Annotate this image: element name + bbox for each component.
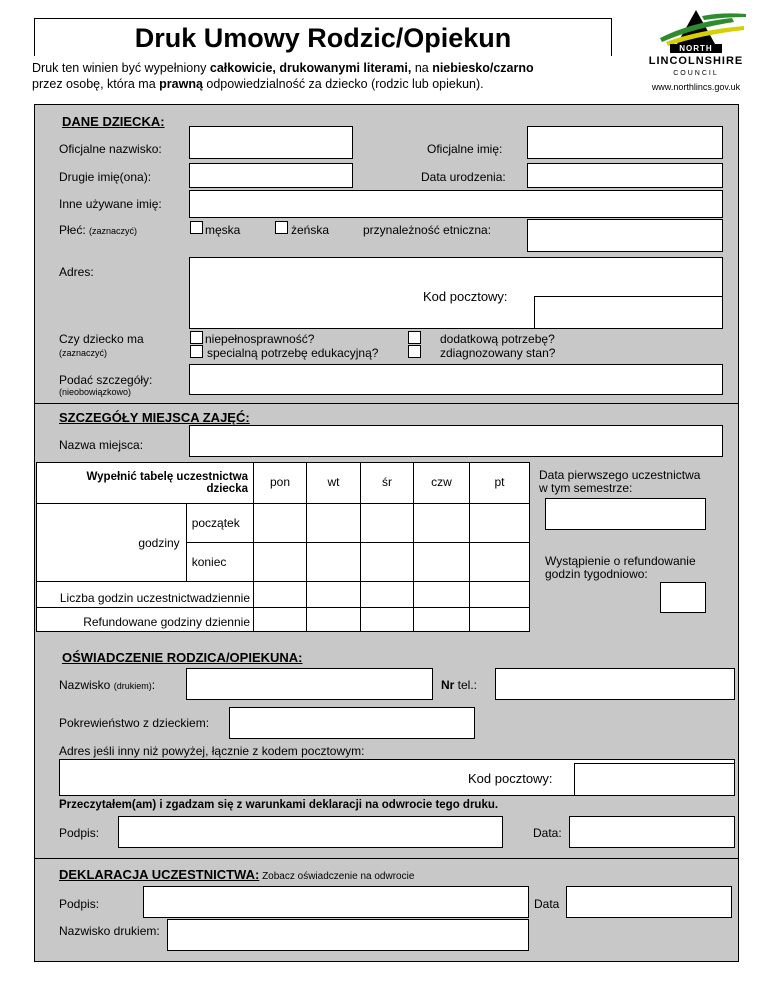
first-date-field[interactable] — [545, 498, 706, 530]
first-date-label — [539, 469, 700, 495]
page-title: Druk Umowy Rodzic/Opiekun — [134, 23, 512, 53]
relationship-field[interactable] — [229, 707, 475, 739]
day-header: wt — [307, 463, 361, 504]
intro-part: na — [411, 61, 433, 75]
has-mark-hint: (zaznaczyć) — [59, 348, 108, 358]
end-cell[interactable] — [414, 543, 470, 582]
mark-hint: (zaznaczyć) — [89, 226, 138, 236]
table-title-2: dziecka — [206, 483, 248, 495]
logo-lincolnshire: LINCOLNSHIRE — [648, 55, 744, 67]
first-date-line: Data pierwszego uczestnictwa — [539, 468, 701, 482]
daily-hours-cell[interactable] — [361, 582, 414, 608]
intro-part: przez osobę, która ma — [32, 77, 160, 91]
venue-name-label: Nazwa miejsca: — [59, 438, 144, 452]
daily-hours-cell[interactable] — [307, 582, 361, 608]
table-title-cell — [37, 463, 254, 504]
parent-signature-field[interactable] — [118, 816, 503, 848]
day-header: pt — [470, 463, 530, 504]
daily-hours-cell[interactable] — [470, 582, 530, 608]
female-label: żeńska — [291, 223, 330, 237]
phone-bold: Nr — [441, 678, 455, 692]
sen-label: specialną potrzebę edukacyjną? — [207, 346, 379, 360]
child-surname-field[interactable] — [189, 126, 353, 159]
middle-names-label: Drugie imię(ona): — [59, 170, 152, 184]
venue-name-field[interactable] — [189, 425, 723, 457]
intro-part: odpowiedzialność za dziecko (rodzic lub opiekun). — [202, 77, 484, 91]
parent-phone-field[interactable] — [495, 668, 735, 700]
parent-surname-label: Nazwisko (drukiem): — [59, 678, 156, 692]
funded-daily-cell[interactable] — [470, 608, 530, 632]
phone-text: tel.: — [454, 678, 478, 692]
start-label: początek — [186, 504, 253, 543]
disability-checkbox[interactable] — [190, 331, 203, 344]
postcode-label: Kod pocztowy: — [423, 289, 508, 304]
relationship-label: Pokrewieństwo z dzieckiem: — [59, 716, 210, 730]
parent-section-heading: OŚWIADCZENIE RODZICA/OPIEKUNA: — [62, 650, 303, 665]
surname-label: Oficjalne nazwisko: — [59, 142, 162, 156]
start-cell[interactable] — [361, 504, 414, 543]
intro-bold: prawną — [159, 77, 203, 91]
logo-url: www.northlincs.gov.uk — [651, 82, 741, 92]
start-cell[interactable] — [307, 504, 361, 543]
venue-section-heading: SZCZEGÓŁY MIEJSCA ZAJĘĆ: — [59, 410, 250, 425]
parent-address-label: Adres jeśli inny niż powyżej, łącznie z kodem pocztowym: — [59, 744, 365, 758]
end-label: koniec — [186, 543, 253, 582]
daily-hours-cell[interactable] — [254, 582, 307, 608]
intro-part: Druk ten winien być wypełniony — [32, 61, 210, 75]
weekly-claim-label — [545, 555, 696, 581]
end-cell[interactable] — [361, 543, 414, 582]
disability-label: niepełnosprawność? — [205, 332, 315, 346]
weekly-claim-line: godzin tygodniowo: — [545, 567, 648, 581]
parent-signature-label: Podpis: — [59, 826, 100, 840]
intro-text — [32, 60, 632, 92]
details-field[interactable] — [189, 364, 723, 395]
other-name-label: Inne używane imię: — [59, 197, 162, 211]
weekly-claim-field[interactable] — [660, 582, 706, 613]
male-label: męska — [205, 223, 241, 237]
end-cell[interactable] — [307, 543, 361, 582]
weekly-claim-line: Wystąpienie o refundowanie — [545, 554, 696, 568]
diagnosed-label: zdiagnozowany stan? — [440, 346, 556, 360]
end-cell[interactable] — [254, 543, 307, 582]
daily-hours-label: Liczba godzin uczestnictwadziennie — [37, 582, 254, 608]
details-label: Podać szczegóły: — [59, 373, 153, 387]
declaration-date-label: Data — [534, 897, 560, 911]
print-name-label: Nazwisko drukiem: — [59, 924, 160, 938]
ethnicity-field[interactable] — [527, 219, 723, 252]
child-first-name-field[interactable] — [527, 126, 723, 159]
dob-label: Data urodzenia: — [421, 170, 506, 184]
extra-need-checkbox[interactable] — [408, 331, 421, 344]
start-cell[interactable] — [254, 504, 307, 543]
daily-hours-cell[interactable] — [414, 582, 470, 608]
declaration-section-heading: DEKLARACJA UCZESTNICTWA: — [59, 867, 260, 882]
title-bar — [34, 18, 612, 56]
intro-bold: niebiesko/czarno — [432, 61, 534, 75]
print-name-field[interactable] — [167, 919, 529, 951]
declaration-date-field[interactable] — [566, 886, 732, 918]
child-middle-names-field[interactable] — [189, 163, 353, 188]
parent-postcode-label: Kod pocztowy: — [468, 771, 553, 786]
has-label: Czy dziecko ma — [59, 332, 144, 346]
declaration-signature-label: Podpis: — [59, 897, 100, 911]
print-hint: (drukiem) — [113, 681, 152, 691]
diagnosed-checkbox[interactable] — [408, 345, 421, 358]
address-label: Adres: — [59, 265, 94, 279]
agree-text: Przeczytałem(am) i zgadzam się z warunkami deklaracji na odwrocie tego druku. — [59, 799, 499, 811]
parent-postcode-field[interactable] — [574, 763, 735, 796]
funded-daily-cell[interactable] — [361, 608, 414, 632]
logo-council: COUNCIL — [673, 70, 719, 77]
attendance-table — [36, 462, 530, 632]
table-title-1: Wypełnić tabelę uczestnictwa — [86, 471, 248, 483]
child-section-heading: DANE DZIECKA: — [62, 114, 165, 129]
declaration-signature-field[interactable] — [143, 886, 529, 918]
child-other-name-field[interactable] — [189, 190, 723, 218]
first-date-line: w tym semestrze: — [539, 481, 633, 495]
child-postcode-field[interactable] — [534, 296, 723, 329]
funded-daily-cell[interactable] — [414, 608, 470, 632]
day-header: śr — [361, 463, 414, 504]
funded-daily-label: Refundowane godziny dziennie — [37, 608, 254, 632]
parent-date-field[interactable] — [569, 816, 735, 848]
male-checkbox[interactable] — [190, 221, 203, 234]
end-cell[interactable] — [470, 543, 530, 582]
ethnicity-label: przynależność etniczna: — [363, 223, 492, 237]
extra-need-label: dodatkową potrzebę? — [440, 332, 555, 346]
parent-surname-text: Nazwisko — [59, 678, 111, 692]
details-hint: (nieobowiązkowo) — [59, 387, 132, 397]
parent-date-label: Data: — [533, 826, 562, 840]
day-header: czw — [414, 463, 470, 504]
sen-checkbox[interactable] — [190, 345, 203, 358]
phone-label — [441, 678, 477, 692]
section-divider — [34, 403, 739, 404]
first-name-label: Oficjalne imię: — [427, 142, 503, 156]
female-checkbox[interactable] — [275, 221, 288, 234]
declaration-heading-row — [59, 866, 414, 884]
hours-label: godziny — [37, 504, 187, 582]
sex-label — [59, 223, 137, 237]
child-dob-field[interactable] — [527, 163, 723, 188]
parent-surname-field[interactable] — [186, 668, 433, 700]
section-divider — [34, 858, 739, 859]
funded-daily-cell[interactable] — [254, 608, 307, 632]
council-logo — [632, 4, 760, 96]
logo-north: NORTH — [679, 44, 713, 53]
sex-text: Płeć: — [59, 223, 86, 237]
intro-bold: całkowicie, drukowanymi literami, — [209, 61, 412, 75]
start-cell[interactable] — [414, 504, 470, 543]
day-header: pon — [254, 463, 307, 504]
start-cell[interactable] — [470, 504, 530, 543]
funded-daily-cell[interactable] — [307, 608, 361, 632]
declaration-note: Zobacz oświadczenie na odwrocie — [259, 871, 415, 882]
